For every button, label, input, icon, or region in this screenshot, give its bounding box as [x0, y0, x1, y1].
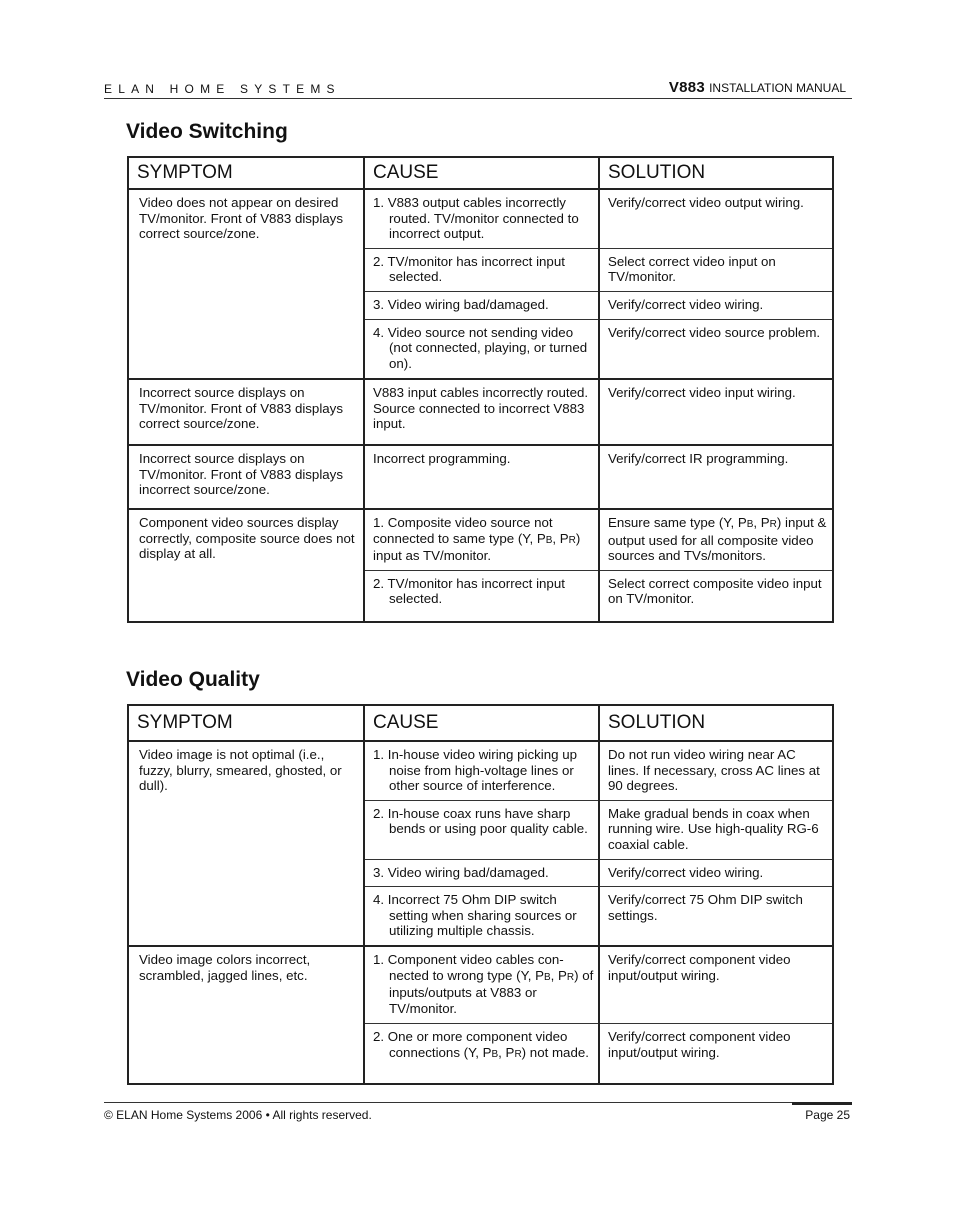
cause-cell	[364, 741, 599, 800]
solution-cell: Make gradual bends in coax when running wire. Use high-quality RG-6 coaxial cable.	[599, 800, 833, 859]
cause-text: 1. In-house video wiring picking up noise from high-voltage lines or other source of interference.	[373, 747, 578, 794]
column-header-cause: CAUSE	[364, 705, 599, 741]
cause-cell	[364, 291, 599, 319]
column-header-symptom: SYMPTOM	[128, 157, 364, 189]
column-header-cause: CAUSE	[364, 157, 599, 189]
solution-cell: Verify/correct video input wiring.	[599, 379, 833, 445]
symptom-cell: Video does not appear on desired TV/monitor. Front of V883 displays correct source/zone.	[128, 189, 364, 379]
table-row	[128, 509, 833, 570]
table-header-row	[128, 157, 833, 189]
cause-cell	[364, 800, 599, 859]
symptom-cell: Incorrect source displays on TV/monitor. Front of V883 displays incorrect source/zone.	[128, 445, 364, 509]
cause-text: 3. Video wiring bad/damaged.	[373, 864, 549, 880]
solution-cell: Verify/correct video wiring.	[599, 291, 833, 319]
table-row	[128, 741, 833, 800]
solution-cell: Verify/correct video output wiring.	[599, 189, 833, 248]
subscript-r: R	[566, 971, 575, 983]
subscript-r: R	[568, 534, 576, 546]
cause-text: , P	[550, 967, 567, 983]
solution-cell: Verify/correct video wiring.	[599, 859, 833, 887]
cause-text: 1. V883 output cables incorrectly routed. TV/monitor connected to incorrect output.	[373, 195, 579, 242]
solution-cell: Select correct video input on TV/monitor.	[599, 248, 833, 291]
solution-cell: Select correct composite video input on TV/monitor.	[599, 570, 833, 622]
cause-cell	[364, 570, 599, 622]
cause-text	[373, 952, 594, 1016]
solution-cell	[599, 509, 833, 570]
cause-cell	[364, 319, 599, 379]
cause-cell	[364, 189, 599, 248]
cause-cell: Incorrect programming.	[364, 445, 599, 509]
subscript-b: B	[543, 971, 551, 983]
cause-text: 4. Video source not sending video (not connected, playing, or turned on).	[373, 324, 588, 371]
brand-name: ELAN HOME SYSTEMS	[104, 82, 341, 96]
cause-cell	[364, 946, 599, 1024]
cause-text: 2. TV/monitor has incorrect input selected.	[373, 253, 565, 285]
solution-text: , P	[753, 515, 770, 531]
column-header-symptom: SYMPTOM	[128, 705, 364, 741]
table-row	[128, 946, 833, 1024]
manual-title	[669, 79, 846, 97]
cause-cell	[364, 887, 599, 946]
cause-text: ) not made.	[521, 1045, 589, 1061]
table-row	[128, 445, 833, 509]
cause-text: ) of inputs/outputs at V883 or TV/monitor.	[389, 967, 594, 1016]
cause-cell	[364, 248, 599, 291]
cause-text: 1. Composite video source not connected to same type (Y, P	[373, 515, 553, 546]
footer-divider	[104, 1102, 852, 1103]
video-switching-table	[127, 156, 834, 623]
cause-text	[373, 1029, 594, 1062]
table-row	[128, 379, 833, 445]
subscript-r: R	[514, 1049, 522, 1061]
cause-cell	[364, 1024, 599, 1084]
cause-text: , P	[498, 1045, 515, 1061]
solution-cell: Do not run video wiring near AC lines. If necessary, cross AC lines at 90 degrees.	[599, 741, 833, 800]
section-title-video-quality: Video Quality	[126, 668, 260, 691]
footer-accent-bar	[792, 1102, 852, 1105]
column-header-solution: SOLUTION	[599, 157, 833, 189]
cause-text: 3. Video wiring bad/damaged.	[373, 296, 549, 312]
symptom-cell: Incorrect source displays on TV/monitor. Front of V883 displays correct source/zone.	[128, 379, 364, 445]
table-row	[128, 189, 833, 248]
cause-cell	[364, 509, 599, 570]
table-header-row	[128, 705, 833, 741]
copyright-notice: © ELAN Home Systems 2006 • All rights reserved.	[104, 1108, 372, 1122]
cause-text: 4. Incorrect 75 Ohm DIP switch setting when sharing sources or utilizing multiple chassis.	[373, 892, 577, 939]
page-header	[104, 78, 852, 99]
page-number: Page 25	[805, 1108, 850, 1122]
cause-cell	[364, 859, 599, 887]
cause-text: 2. In-house coax runs have sharp bends or using poor quality cable.	[373, 805, 588, 837]
cause-text: 1. Component video cables con-nected to wrong type (Y, P	[373, 951, 564, 983]
video-quality-table	[127, 704, 834, 1085]
cause-text: , P	[552, 530, 569, 546]
section-title-video-switching: Video Switching	[126, 120, 288, 143]
solution-cell: Verify/correct component video input/output wiring.	[599, 1024, 833, 1084]
subscript-b: B	[545, 534, 553, 546]
cause-text: 2. TV/monitor has incorrect input selected.	[373, 575, 565, 607]
solution-cell: Verify/correct 75 Ohm DIP switch settings.	[599, 887, 833, 946]
subscript-b: B	[491, 1049, 499, 1061]
cause-text: ) input as TV/monitor.	[373, 530, 581, 564]
symptom-cell: Component video sources display correctly, composite source does not display at all.	[128, 509, 364, 622]
cause-text: 2. One or more component video connections (Y, P	[373, 1029, 568, 1061]
model-number: V883	[668, 79, 706, 96]
cause-cell: V883 input cables incorrectly routed. Source connected to incorrect V883 input.	[364, 379, 599, 445]
solution-cell: Verify/correct video source problem.	[599, 319, 833, 379]
symptom-cell: Video image is not optimal (i.e., fuzzy, blurry, smeared, ghosted, or dull).	[128, 741, 364, 946]
subscript-b: B	[746, 519, 754, 531]
symptom-cell: Video image colors incorrect, scrambled, jagged lines, etc.	[128, 946, 364, 1084]
subscript-r: R	[769, 519, 777, 531]
solution-text: Ensure same type (Y, P	[608, 515, 747, 531]
solution-text: ) input & output used for all composite video sources and TVs/monitors.	[608, 515, 827, 564]
solution-cell: Verify/correct IR programming.	[599, 445, 833, 509]
column-header-solution: SOLUTION	[599, 705, 833, 741]
manual-subtitle: INSTALLATION MANUAL	[709, 81, 846, 95]
solution-cell: Verify/correct component video input/output wiring.	[599, 946, 833, 1024]
